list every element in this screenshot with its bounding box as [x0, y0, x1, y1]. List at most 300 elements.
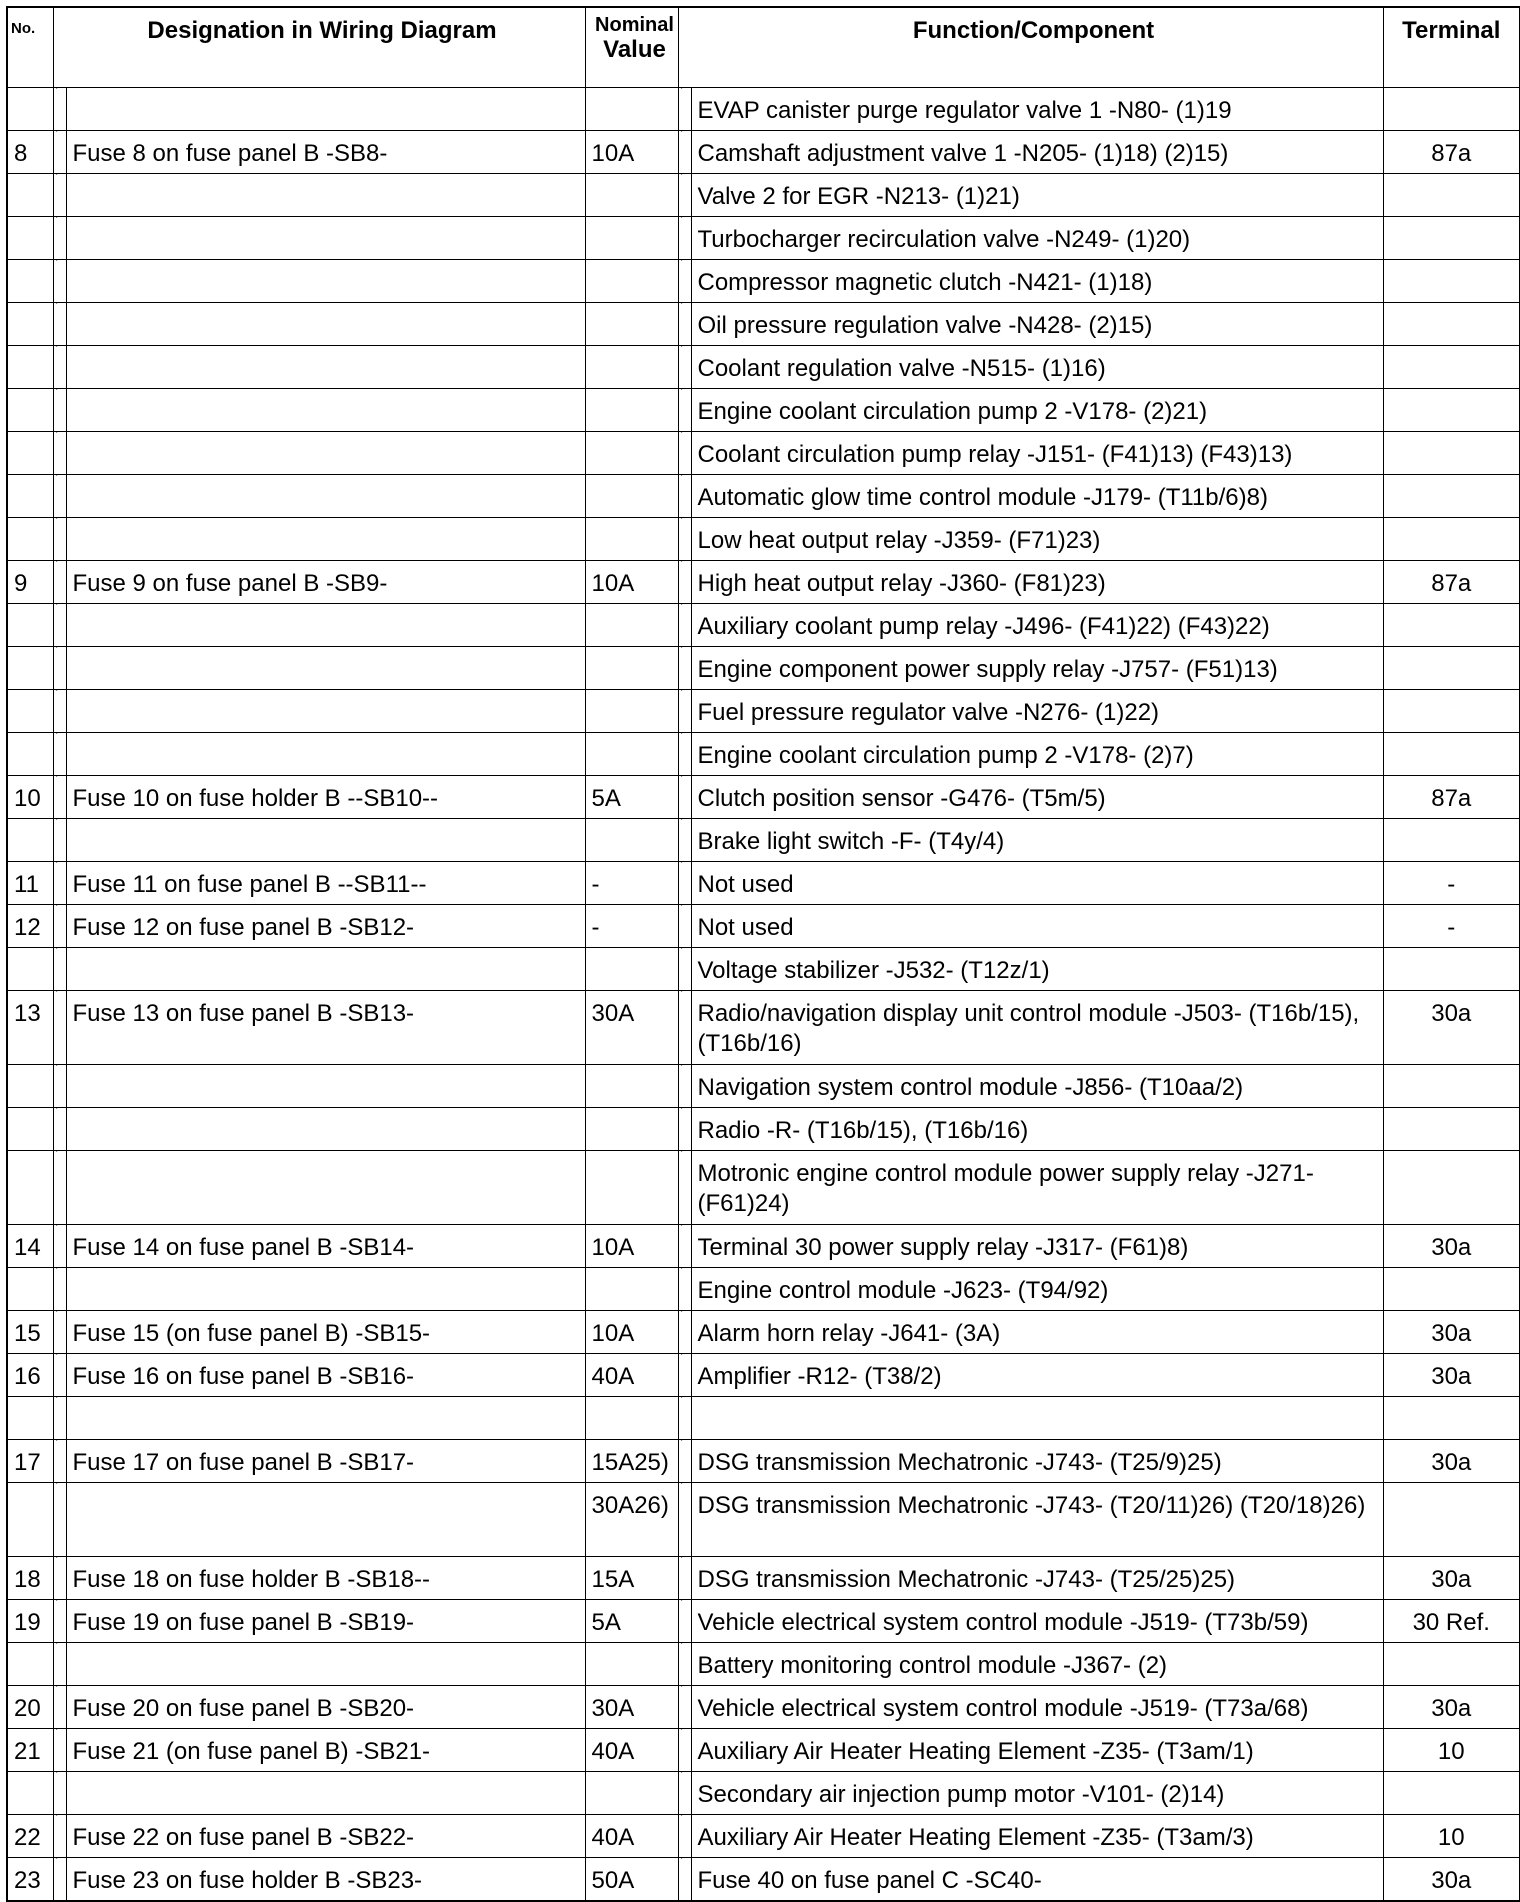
- cell-mark: [53, 647, 66, 690]
- cell-designation: [66, 217, 585, 260]
- cell-mark: [53, 475, 66, 518]
- cell-designation: Fuse 23 on fuse holder B -SB23-: [66, 1858, 585, 1902]
- cell-nominal-value: [585, 432, 678, 475]
- cell-mark: [53, 217, 66, 260]
- table-row: [7, 1151, 1520, 1225]
- cell-no: [7, 1065, 53, 1108]
- table-row: [7, 690, 1520, 733]
- cell-mark: [678, 1686, 691, 1729]
- cell-nominal-value: 10A: [585, 1225, 678, 1268]
- cell-nominal-value: [585, 1772, 678, 1815]
- cell-function: Motronic engine control module power supply relay -J271- (F61)24): [691, 1151, 1383, 1225]
- cell-nominal-value: [585, 1268, 678, 1311]
- cell-mark: [678, 1815, 691, 1858]
- cell-mark: [53, 260, 66, 303]
- cell-designation: Fuse 12 on fuse panel B -SB12-: [66, 905, 585, 948]
- cell-mark: [53, 1729, 66, 1772]
- cell-terminal: [1383, 260, 1520, 303]
- cell-terminal: 30a: [1383, 1858, 1520, 1902]
- cell-no: [7, 948, 53, 991]
- cell-terminal: [1383, 690, 1520, 733]
- cell-no: [7, 432, 53, 475]
- header-function: Function/Component: [678, 7, 1383, 88]
- cell-mark: [53, 1686, 66, 1729]
- cell-function: Engine coolant circulation pump 2 -V178- (2)7): [691, 733, 1383, 776]
- cell-mark: [53, 1108, 66, 1151]
- cell-mark: [53, 1600, 66, 1643]
- cell-designation: Fuse 22 on fuse panel B -SB22-: [66, 1815, 585, 1858]
- cell-function: High heat output relay -J360- (F81)23): [691, 561, 1383, 604]
- cell-nominal-value: [585, 346, 678, 389]
- cell-terminal: 30a: [1383, 1440, 1520, 1483]
- table-row: [7, 1108, 1520, 1151]
- table-row: [7, 1557, 1520, 1600]
- cell-no: [7, 733, 53, 776]
- cell-mark: [678, 346, 691, 389]
- table-row: [7, 819, 1520, 862]
- cell-no: 10: [7, 776, 53, 819]
- cell-nominal-value: [585, 604, 678, 647]
- cell-mark: [53, 1643, 66, 1686]
- cell-no: 11: [7, 862, 53, 905]
- cell-no: [7, 1643, 53, 1686]
- table-row: [7, 1858, 1520, 1902]
- cell-terminal: -: [1383, 862, 1520, 905]
- cell-function: Fuel pressure regulator valve -N276- (1)22): [691, 690, 1383, 733]
- cell-terminal: [1383, 1268, 1520, 1311]
- cell-nominal-value: [585, 389, 678, 432]
- cell-mark: [53, 819, 66, 862]
- table-row: [7, 1686, 1520, 1729]
- cell-mark: [678, 1858, 691, 1902]
- cell-nominal-value: [585, 1643, 678, 1686]
- cell-no: 22: [7, 1815, 53, 1858]
- cell-no: [7, 518, 53, 561]
- cell-mark: [678, 260, 691, 303]
- table-row: [7, 776, 1520, 819]
- table-row: [7, 561, 1520, 604]
- cell-mark: [678, 733, 691, 776]
- cell-nominal-value: 15A: [585, 1557, 678, 1600]
- table-row: [7, 131, 1520, 174]
- cell-no: [7, 475, 53, 518]
- cell-no: 18: [7, 1557, 53, 1600]
- cell-no: [7, 260, 53, 303]
- cell-nominal-value: 50A: [585, 1858, 678, 1902]
- cell-designation: Fuse 9 on fuse panel B -SB9-: [66, 561, 585, 604]
- cell-mark: [53, 1858, 66, 1902]
- cell-designation: Fuse 18 on fuse holder B -SB18--: [66, 1557, 585, 1600]
- table-row: [7, 1483, 1520, 1557]
- cell-function: Camshaft adjustment valve 1 -N205- (1)18) (2)15): [691, 131, 1383, 174]
- cell-nominal-value: 40A: [585, 1354, 678, 1397]
- cell-terminal: 30a: [1383, 1354, 1520, 1397]
- cell-terminal: 87a: [1383, 776, 1520, 819]
- cell-nominal-value: 30A: [585, 991, 678, 1065]
- cell-mark: [678, 303, 691, 346]
- cell-function: Fuse 40 on fuse panel C -SC40-: [691, 1858, 1383, 1902]
- cell-mark: [678, 1225, 691, 1268]
- cell-mark: [678, 905, 691, 948]
- cell-no: [7, 1268, 53, 1311]
- cell-designation: [66, 604, 585, 647]
- cell-no: [7, 604, 53, 647]
- cell-mark: [53, 1483, 66, 1557]
- cell-terminal: [1383, 1772, 1520, 1815]
- cell-nominal-value: [585, 948, 678, 991]
- header-designation: Designation in Wiring Diagram: [53, 7, 585, 88]
- table-row: [7, 389, 1520, 432]
- cell-function: DSG transmission Mechatronic -J743- (T25/9)25): [691, 1440, 1383, 1483]
- cell-function: Auxiliary Air Heater Heating Element -Z35- (T3am/3): [691, 1815, 1383, 1858]
- cell-nominal-value: [585, 1397, 678, 1440]
- cell-terminal: [1383, 604, 1520, 647]
- cell-function: Vehicle electrical system control module -J519- (T73a/68): [691, 1686, 1383, 1729]
- cell-no: 21: [7, 1729, 53, 1772]
- table-row: [7, 1397, 1520, 1440]
- cell-function: DSG transmission Mechatronic -J743- (T25/25)25): [691, 1557, 1383, 1600]
- header-terminal: Terminal: [1383, 7, 1520, 88]
- cell-nominal-value: [585, 217, 678, 260]
- cell-terminal: [1383, 389, 1520, 432]
- cell-terminal: [1383, 346, 1520, 389]
- table-row: [7, 647, 1520, 690]
- table-row: [7, 1225, 1520, 1268]
- cell-no: [7, 647, 53, 690]
- cell-mark: [678, 1772, 691, 1815]
- cell-function: Low heat output relay -J359- (F71)23): [691, 518, 1383, 561]
- cell-mark: [678, 174, 691, 217]
- cell-function: Brake light switch -F- (T4y/4): [691, 819, 1383, 862]
- cell-no: [7, 174, 53, 217]
- header-no: No.: [7, 7, 53, 88]
- cell-mark: [53, 432, 66, 475]
- table-row: [7, 260, 1520, 303]
- cell-nominal-value: 30A26): [585, 1483, 678, 1557]
- cell-designation: [66, 733, 585, 776]
- cell-mark: [678, 1557, 691, 1600]
- cell-mark: [53, 1065, 66, 1108]
- cell-designation: Fuse 16 on fuse panel B -SB16-: [66, 1354, 585, 1397]
- cell-mark: [678, 776, 691, 819]
- cell-function: Terminal 30 power supply relay -J317- (F61)8): [691, 1225, 1383, 1268]
- cell-no: 8: [7, 131, 53, 174]
- cell-terminal: [1383, 1108, 1520, 1151]
- cell-function: Not used: [691, 905, 1383, 948]
- cell-function: Auxiliary coolant pump relay -J496- (F41)22) (F43)22): [691, 604, 1383, 647]
- cell-mark: [53, 1311, 66, 1354]
- cell-mark: [53, 1151, 66, 1225]
- cell-nominal-value: [585, 1108, 678, 1151]
- header-nominal-line2: Value: [603, 36, 666, 63]
- cell-mark: [678, 1151, 691, 1225]
- cell-designation: Fuse 17 on fuse panel B -SB17-: [66, 1440, 585, 1483]
- cell-mark: [53, 1440, 66, 1483]
- cell-mark: [53, 518, 66, 561]
- cell-mark: [53, 862, 66, 905]
- cell-terminal: -: [1383, 905, 1520, 948]
- cell-mark: [678, 862, 691, 905]
- table-row: [7, 948, 1520, 991]
- cell-designation: [66, 174, 585, 217]
- cell-function: [691, 1397, 1383, 1440]
- table-row: [7, 1268, 1520, 1311]
- cell-no: [7, 1151, 53, 1225]
- table-row: [7, 1643, 1520, 1686]
- cell-mark: [53, 1397, 66, 1440]
- table-row: [7, 1065, 1520, 1108]
- cell-terminal: [1383, 475, 1520, 518]
- cell-no: 12: [7, 905, 53, 948]
- cell-nominal-value: 10A: [585, 131, 678, 174]
- cell-mark: [53, 948, 66, 991]
- cell-terminal: [1383, 518, 1520, 561]
- table-row: [7, 1440, 1520, 1483]
- cell-nominal-value: 15A25): [585, 1440, 678, 1483]
- cell-mark: [678, 1065, 691, 1108]
- cell-nominal-value: -: [585, 862, 678, 905]
- table-row: [7, 733, 1520, 776]
- cell-designation: Fuse 8 on fuse panel B -SB8-: [66, 131, 585, 174]
- cell-mark: [678, 389, 691, 432]
- table-row: [7, 1772, 1520, 1815]
- cell-mark: [678, 1600, 691, 1643]
- cell-nominal-value: [585, 260, 678, 303]
- cell-no: [7, 88, 53, 131]
- cell-mark: [53, 303, 66, 346]
- cell-mark: [678, 1440, 691, 1483]
- cell-designation: Fuse 15 (on fuse panel B) -SB15-: [66, 1311, 585, 1354]
- cell-function: Turbocharger recirculation valve -N249- (1)20): [691, 217, 1383, 260]
- cell-designation: [66, 948, 585, 991]
- cell-function: Battery monitoring control module -J367- (2): [691, 1643, 1383, 1686]
- cell-nominal-value: [585, 518, 678, 561]
- cell-no: [7, 1772, 53, 1815]
- cell-mark: [678, 819, 691, 862]
- cell-mark: [678, 604, 691, 647]
- cell-nominal-value: 40A: [585, 1729, 678, 1772]
- cell-mark: [678, 1311, 691, 1354]
- cell-function: Engine component power supply relay -J757- (F51)13): [691, 647, 1383, 690]
- cell-designation: [66, 1397, 585, 1440]
- cell-nominal-value: 30A: [585, 1686, 678, 1729]
- cell-function: Compressor magnetic clutch -N421- (1)18): [691, 260, 1383, 303]
- cell-mark: [53, 1268, 66, 1311]
- cell-designation: Fuse 13 on fuse panel B -SB13-: [66, 991, 585, 1065]
- cell-mark: [53, 1354, 66, 1397]
- cell-nominal-value: 5A: [585, 1600, 678, 1643]
- cell-designation: [66, 303, 585, 346]
- cell-terminal: 30a: [1383, 991, 1520, 1065]
- cell-no: 19: [7, 1600, 53, 1643]
- cell-designation: [66, 346, 585, 389]
- cell-function: Vehicle electrical system control module -J519- (T73b/59): [691, 1600, 1383, 1643]
- cell-no: 15: [7, 1311, 53, 1354]
- cell-function: Secondary air injection pump motor -V101- (2)14): [691, 1772, 1383, 1815]
- header-nominal-line1: Nominal: [595, 14, 674, 36]
- table-row: [7, 1354, 1520, 1397]
- table-row: [7, 217, 1520, 260]
- cell-terminal: [1383, 1151, 1520, 1225]
- cell-designation: [66, 389, 585, 432]
- cell-function: Amplifier -R12- (T38/2): [691, 1354, 1383, 1397]
- table-row: [7, 88, 1520, 131]
- cell-designation: Fuse 19 on fuse panel B -SB19-: [66, 1600, 585, 1643]
- cell-designation: Fuse 21 (on fuse panel B) -SB21-: [66, 1729, 585, 1772]
- cell-nominal-value: 10A: [585, 1311, 678, 1354]
- cell-mark: [678, 518, 691, 561]
- cell-terminal: 10: [1383, 1729, 1520, 1772]
- cell-no: [7, 346, 53, 389]
- cell-mark: [678, 647, 691, 690]
- cell-no: [7, 303, 53, 346]
- cell-designation: [66, 1108, 585, 1151]
- cell-function: Radio -R- (T16b/15), (T16b/16): [691, 1108, 1383, 1151]
- cell-designation: Fuse 20 on fuse panel B -SB20-: [66, 1686, 585, 1729]
- table-row: [7, 604, 1520, 647]
- cell-no: [7, 217, 53, 260]
- cell-terminal: [1383, 819, 1520, 862]
- cell-function: Automatic glow time control module -J179- (T11b/6)8): [691, 475, 1383, 518]
- cell-mark: [53, 905, 66, 948]
- cell-designation: [66, 518, 585, 561]
- cell-terminal: 87a: [1383, 561, 1520, 604]
- cell-no: 16: [7, 1354, 53, 1397]
- cell-mark: [53, 733, 66, 776]
- cell-no: 23: [7, 1858, 53, 1902]
- table-row: [7, 346, 1520, 389]
- cell-function: Engine control module -J623- (T94/92): [691, 1268, 1383, 1311]
- table-row: [7, 862, 1520, 905]
- cell-mark: [678, 475, 691, 518]
- cell-mark: [53, 131, 66, 174]
- cell-nominal-value: [585, 647, 678, 690]
- table-header-row: [7, 7, 1520, 88]
- cell-designation: [66, 1772, 585, 1815]
- cell-no: [7, 819, 53, 862]
- cell-designation: [66, 1151, 585, 1225]
- fuse-table-sheet: [6, 6, 1520, 1902]
- table-row: [7, 303, 1520, 346]
- cell-designation: [66, 1065, 585, 1108]
- cell-nominal-value: [585, 1065, 678, 1108]
- cell-nominal-value: [585, 88, 678, 131]
- cell-mark: [678, 88, 691, 131]
- table-row: [7, 432, 1520, 475]
- cell-designation: Fuse 10 on fuse holder B --SB10--: [66, 776, 585, 819]
- cell-terminal: 87a: [1383, 131, 1520, 174]
- cell-mark: [678, 432, 691, 475]
- cell-nominal-value: [585, 690, 678, 733]
- table-row: [7, 518, 1520, 561]
- cell-function: Radio/navigation display unit control module -J503- (T16b/15), (T16b/16): [691, 991, 1383, 1065]
- cell-nominal-value: 10A: [585, 561, 678, 604]
- cell-designation: [66, 1643, 585, 1686]
- cell-mark: [678, 1108, 691, 1151]
- cell-terminal: 30 Ref.: [1383, 1600, 1520, 1643]
- cell-nominal-value: [585, 303, 678, 346]
- cell-nominal-value: [585, 733, 678, 776]
- cell-function: Alarm horn relay -J641- (3A): [691, 1311, 1383, 1354]
- table-row: [7, 991, 1520, 1065]
- cell-terminal: [1383, 647, 1520, 690]
- cell-mark: [53, 1772, 66, 1815]
- cell-mark: [678, 948, 691, 991]
- cell-no: 14: [7, 1225, 53, 1268]
- cell-mark: [53, 690, 66, 733]
- cell-terminal: [1383, 88, 1520, 131]
- cell-designation: Fuse 14 on fuse panel B -SB14-: [66, 1225, 585, 1268]
- cell-mark: [678, 991, 691, 1065]
- cell-function: Engine coolant circulation pump 2 -V178- (2)21): [691, 389, 1383, 432]
- cell-mark: [678, 1483, 691, 1557]
- cell-mark: [53, 776, 66, 819]
- fuse-assignment-table: [6, 6, 1520, 1902]
- cell-designation: Fuse 11 on fuse panel B --SB11--: [66, 862, 585, 905]
- table-row: [7, 1815, 1520, 1858]
- cell-mark: [53, 991, 66, 1065]
- cell-no: [7, 1397, 53, 1440]
- cell-terminal: [1383, 733, 1520, 776]
- cell-designation: [66, 260, 585, 303]
- cell-no: [7, 1483, 53, 1557]
- cell-function: Oil pressure regulation valve -N428- (2)15): [691, 303, 1383, 346]
- cell-mark: [53, 561, 66, 604]
- cell-nominal-value: 5A: [585, 776, 678, 819]
- header-nominal-value: [585, 7, 678, 88]
- cell-designation: [66, 1268, 585, 1311]
- cell-mark: [678, 1268, 691, 1311]
- cell-function: EVAP canister purge regulator valve 1 -N80- (1)19: [691, 88, 1383, 131]
- cell-nominal-value: [585, 819, 678, 862]
- cell-terminal: 30a: [1383, 1686, 1520, 1729]
- cell-mark: [53, 1225, 66, 1268]
- cell-no: 13: [7, 991, 53, 1065]
- cell-function: DSG transmission Mechatronic -J743- (T20/11)26) (T20/18)26): [691, 1483, 1383, 1557]
- cell-nominal-value: [585, 475, 678, 518]
- cell-designation: [66, 432, 585, 475]
- cell-designation: [66, 647, 585, 690]
- cell-mark: [678, 1643, 691, 1686]
- cell-terminal: [1383, 174, 1520, 217]
- cell-designation: [66, 690, 585, 733]
- table-body: [7, 88, 1520, 1902]
- cell-mark: [53, 604, 66, 647]
- table-row: [7, 1600, 1520, 1643]
- cell-function: Not used: [691, 862, 1383, 905]
- cell-nominal-value: 40A: [585, 1815, 678, 1858]
- table-row: [7, 174, 1520, 217]
- cell-nominal-value: [585, 174, 678, 217]
- cell-nominal-value: -: [585, 905, 678, 948]
- cell-mark: [53, 1815, 66, 1858]
- cell-designation: [66, 475, 585, 518]
- table-row: [7, 905, 1520, 948]
- table-row: [7, 1311, 1520, 1354]
- cell-designation: [66, 819, 585, 862]
- cell-mark: [678, 1397, 691, 1440]
- cell-terminal: [1383, 432, 1520, 475]
- cell-designation: [66, 88, 585, 131]
- cell-terminal: 10: [1383, 1815, 1520, 1858]
- cell-designation: [66, 1483, 585, 1557]
- cell-terminal: 30a: [1383, 1311, 1520, 1354]
- cell-terminal: 30a: [1383, 1557, 1520, 1600]
- cell-mark: [678, 690, 691, 733]
- cell-mark: [53, 88, 66, 131]
- cell-mark: [678, 561, 691, 604]
- cell-mark: [678, 131, 691, 174]
